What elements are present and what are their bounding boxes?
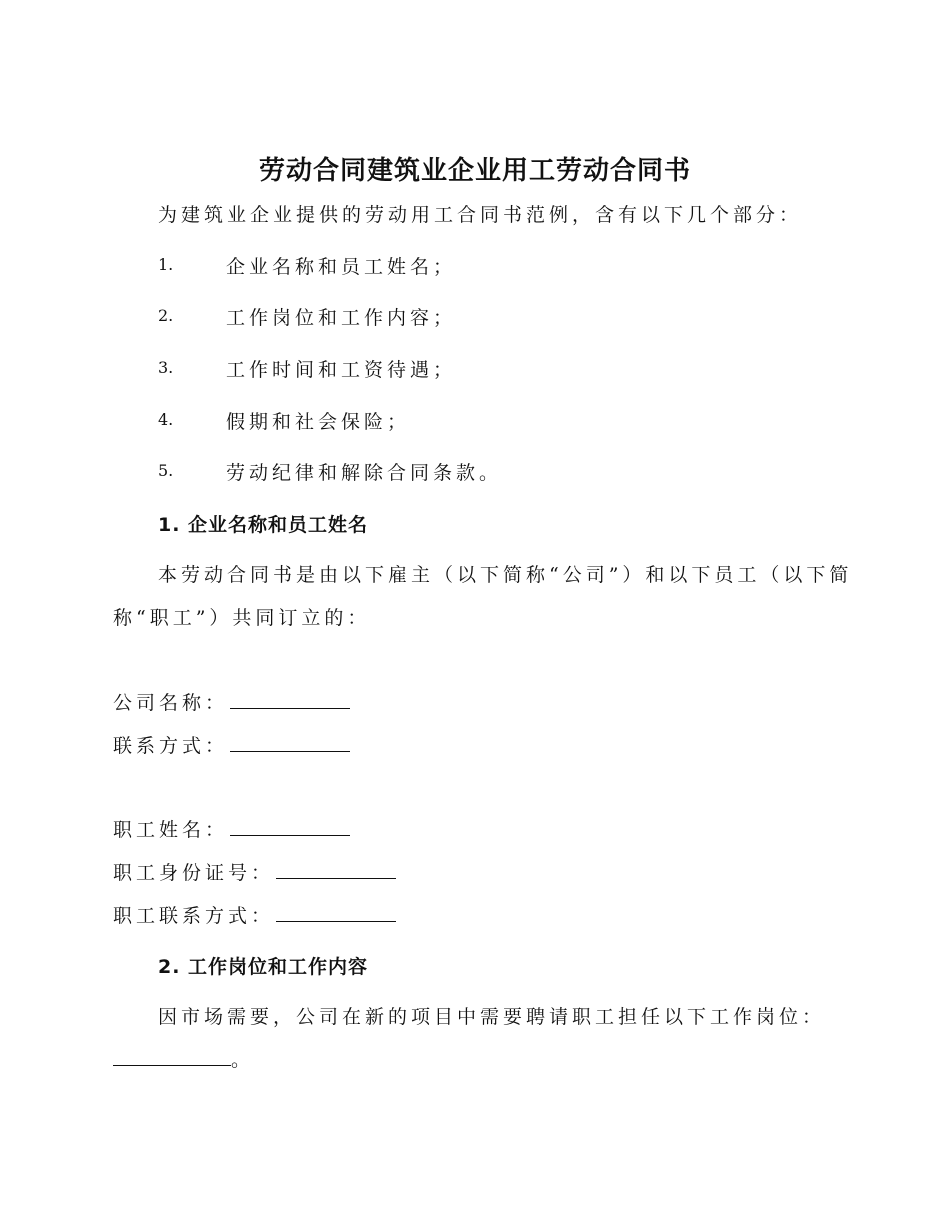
job-position-blank[interactable] bbox=[113, 1045, 231, 1066]
fill-in-blank[interactable] bbox=[276, 901, 396, 922]
document-title: 劳动合同建筑业企业用工劳动合同书 bbox=[258, 156, 691, 186]
list-item-text: 工作岗位和工作内容； bbox=[226, 307, 457, 329]
company-contact-field bbox=[113, 731, 350, 758]
field-label: 联系方式： bbox=[113, 735, 229, 757]
fill-in-blank[interactable] bbox=[230, 815, 350, 836]
list-item-number: 2. bbox=[158, 306, 174, 325]
fill-in-blank[interactable] bbox=[276, 858, 396, 879]
intro-paragraph: 为建筑业企业提供的劳动用工合同书范例，含有以下几个部分： bbox=[158, 204, 803, 226]
list-item-number: 4. bbox=[158, 410, 174, 429]
list-item-number: 1. bbox=[158, 255, 174, 274]
list-item-text: 企业名称和员工姓名； bbox=[226, 256, 457, 278]
list-item-text: 假期和社会保险； bbox=[226, 411, 411, 433]
section-1-heading: 1. 企业名称和员工姓名 bbox=[158, 514, 369, 536]
list-item-text: 劳动纪律和解除合同条款。 bbox=[226, 462, 503, 484]
section-2-paragraph-line-2 bbox=[113, 1045, 250, 1072]
list-item-text: 工作时间和工资待遇； bbox=[226, 359, 457, 381]
employee-id-field bbox=[113, 858, 396, 885]
employee-name-field bbox=[113, 815, 350, 842]
section-2-paragraph-line-1: 因市场需要，公司在新的项目中需要聘请职工担任以下工作岗位： bbox=[158, 1006, 826, 1028]
section-1-paragraph-line-1: 本劳动合同书是由以下雇主（以下简称“公司”）和以下员工（以下简 bbox=[158, 564, 853, 586]
sentence-end: 。 bbox=[231, 1049, 251, 1071]
list-item-number: 3. bbox=[158, 358, 174, 377]
employee-contact-field bbox=[113, 901, 396, 928]
field-label: 职工联系方式： bbox=[113, 905, 275, 927]
section-2-heading: 2. 工作岗位和工作内容 bbox=[158, 956, 369, 978]
field-label: 公司名称： bbox=[113, 692, 229, 714]
section-1-paragraph-line-2: 称“职工”）共同订立的： bbox=[113, 607, 371, 629]
list-item-number: 5. bbox=[158, 461, 174, 480]
fill-in-blank[interactable] bbox=[230, 731, 350, 752]
company-name-field bbox=[113, 688, 350, 715]
field-label: 职工姓名： bbox=[113, 819, 229, 841]
field-label: 职工身份证号： bbox=[113, 862, 275, 884]
fill-in-blank[interactable] bbox=[230, 688, 350, 709]
